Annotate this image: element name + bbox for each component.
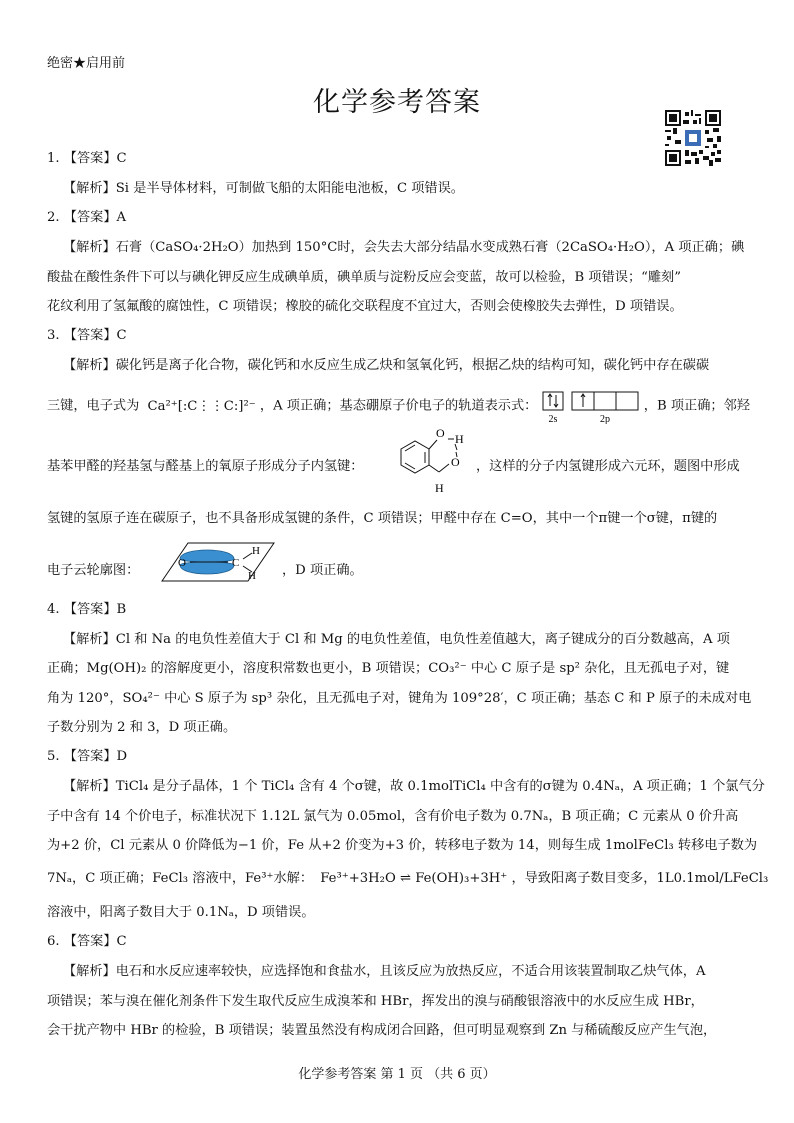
qr-code-icon [665,110,721,166]
q4-explanation-line-2: 正确；Mg(OH)₂ 的溶解度更小，溶度积常数也更小，B 项错误；CO₃²⁻ 中心 C 原子是 sp² 杂化，且无孤电子对，键 [47,661,730,676]
q2-answer: 2. 【答案】A [47,210,127,225]
struct-hydroxyl-o: O [436,426,445,440]
q3-explanation-line-3 [47,458,364,476]
page-footer: 化学参考答案 第 1 页 （共 6 页） [298,1067,496,1082]
q5-explanation-line-5: 溶液中，阳离子数目大于 0.1Nₐ，D 项错误。 [47,905,315,920]
q1-answer: 1. 【答案】C [47,151,127,166]
pi-oxygen-label: O [178,557,186,569]
q2-explanation-line-1: 【解析】石膏（CaSO₄·2H₂O）加热到 150°C时，会失去大部分结晶水变成熟石膏（2CaSO₄·H₂O），A 项正确；碘 [63,240,745,255]
q3-answer: 3. 【答案】C [47,328,127,343]
q4-explanation-line-1: 【解析】Cl 和 Na 的电负性差值大于 Cl 和 Mg 的电负性差值，电负性差值越大，离子键成分的百分数越高，A 项 [63,632,730,647]
q2-explanation-line-2: 酸盐在酸性条件下可以与碘化钾反应生成碘单质，碘单质与淀粉反应会变蓝，故可以检验，B 项错误；“雕刻” [47,270,681,285]
struct-aldehyde-o: O [451,455,460,469]
confidential-label: 绝密★启用前 [47,56,126,71]
q6-explanation-line-1: 【解析】电石和水反应速率较快，应选择饱和食盐水，且该反应为放热反应，不适合用该装置制取乙炔气体，A [63,964,706,979]
q6-answer: 6. 【答案】C [47,934,127,949]
hydrogen-bond-structure [393,422,473,498]
q1-explanation: 【解析】Si 是半导体材料，可制做飞船的太阳能电池板，C 项错误。 [63,181,464,196]
q5-line-4-text-b: ，导致阳离子数目变多，1L0.1mol/LFeCl₃ [511,871,769,886]
page-title: 化学参考答案 [313,87,481,118]
q5-answer: 5. 【答案】D [47,749,128,764]
q5-explanation-line-4 [47,870,768,888]
q3-explanation-line-1: 【解析】碳化钙是离子化合物，碳化钙和水反应生成乙炔和氢氧化钙，根据乙炔的结构可知，碳化钙中存在碳碳 [63,358,710,373]
q2-explanation-line-3: 花纹利用了氢氟酸的腐蚀性，C 项错误；橡胶的硫化交联程度不宜过大，否则会使橡胶失去弹性，D 项错误。 [47,299,683,314]
q3-explanation-line-5-a: 电子云轮廓图： [47,563,140,578]
calcium-carbide-formula: Ca²⁺[:C⋮⋮C:]²⁻ [147,398,256,414]
struct-hydroxyl-h: H [455,432,464,446]
q5-explanation-line-3: 为+2 价，Cl 元素从 0 价降低为−1 价，Fe 从+2 价变为+3 价，转移电子数为 14，则每生成 1molFeCl₃ 转移电子数为 [47,838,758,853]
q4-explanation-line-3: 角为 120°，SO₄²⁻ 中心 S 原子为 sp³ 杂化，且无孤电子对，键角为 109°28′，C 项正确；基态 C 和 P 原子的未成对电 [47,691,752,706]
q6-explanation-line-3: 会干扰产物中 HBr 的检验，B 项错误；装置虽然没有构成闭合回路，但可明显观察到 Zn 与稀硫酸反应产生气泡， [47,1023,717,1038]
hydrolysis-equation: Fe³⁺+3H₂O ⇌ Fe(OH)₃+3H⁺ [320,871,508,886]
q3-line-2-text-c: ，B 项正确；邻羟 [643,398,750,414]
q4-explanation-line-4: 子数分别为 2 和 3，D 项正确。 [47,720,237,735]
q5-explanation-line-1: 【解析】TiCl₄ 是分子晶体，1 个 TiCl₄ 含有 4 个σ键，故 0.1molTiCl₄ 中含有的σ键为 0.4Nₐ，A 项正确；1 个氯气分 [63,779,765,794]
q3-line-2-text-a: 三键，电子式为 [47,398,140,414]
boron-orbital-diagram [542,388,640,424]
q5-line-4-text-a: 7Nₐ，C 项正确；FeCl₃ 溶液中，Fe³⁺水解： [47,871,314,886]
pi-hydrogen-1-label: H [252,545,260,557]
pi-carbon-label: C [232,557,240,569]
q3-explanation-line-4: 氢键的氢原子连在碳原子，也不具备形成氢键的条件，C 项错误；甲醛中存在 C=O，其中一个π键一个σ键，π键的 [47,511,718,526]
orbital-2p-label: 2p [599,414,610,424]
pi-hydrogen-2-label: H [248,570,256,582]
q3-line-5-text-b: ，D 项正确。 [282,563,363,578]
q3-explanation-line-2 [47,388,750,424]
struct-aldehyde-h: H [435,481,444,495]
pi-bond-electron-cloud [158,539,278,587]
q5-explanation-line-2: 子中含有 14 个价电子，标准状况下 1.12L 氯气为 0.05mol，含有价电子数为 0.7Nₐ，B 项正确；C 元素从 0 价升高 [47,809,739,824]
q6-explanation-line-2: 项错误；苯与溴在催化剂条件下发生取代反应生成溴苯和 HBr，挥发出的溴与硝酸银溶液中的水反应生成 HBr， [47,994,704,1009]
q3-line-3-text-b: ，这样的分子内氢键形成六元环，题图中形成 [476,459,740,474]
orbital-2s-label: 2s [548,414,558,424]
q3-line-3-text-a: 基苯甲醛的羟基氢与醛基上的氧原子形成分子内氢键： [47,459,364,474]
q4-answer: 4. 【答案】B [47,602,127,617]
q3-line-2-text-b: ，A 项正确；基态硼原子价电子的轨道表示式： [259,398,538,414]
